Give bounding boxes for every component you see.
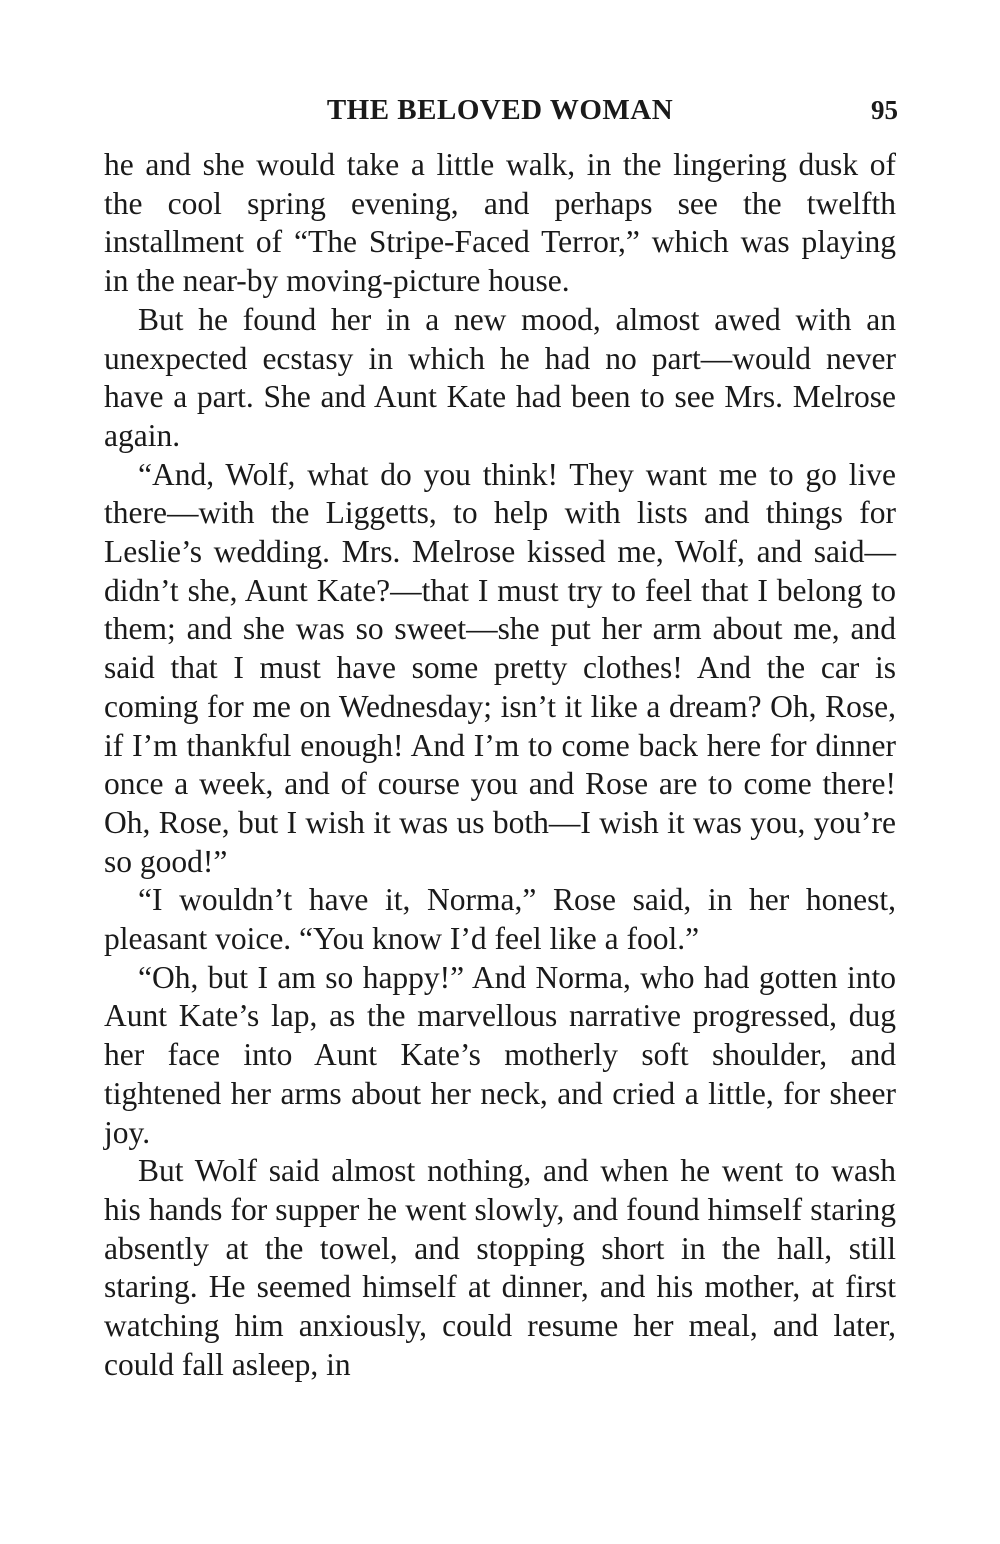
book-page [104,88,896,1385]
paragraph: “And, Wolf, what do you think! They want me to go live there—with the Liggetts, to help with lists and things for Leslie’s wedding. Mrs. Melrose kissed me, Wolf, and said—didn’t she, Aunt Kate?—that I must try to feel that I belong to them; and she was so sweet—she put her arm about me, and said that I must have some pretty clothes! And the car is coming for me on Wednesday; isn’t it like a dream? Oh, Rose, if I’m thankful enough! And I’m to come back here for dinner once a week, and of course you and Rose are to come there! Oh, Rose, but I wish it was us both—I wish it was you, you’re so good!” [104,456,896,879]
body-text [104,146,896,1385]
paragraph-continued: he and she would take a little walk, in the lingering dusk of the cool spring evening, and perhaps see the twelfth installment of “The Stripe-Faced Terror,” which was playing in the near-by moving-picture house. [104,147,896,299]
book-title: THE BELOVED WOMAN [326,94,674,126]
paragraph: “Oh, but I am so happy!” And Norma, who had gotten into Aunt Kate’s lap, as the marvellous narrative progressed, dug her face into Aunt Kate’s motherly soft shoulder, and tightened her arms about her neck, and cried a little, for sheer joy. [104,959,896,1150]
running-head [104,88,896,132]
paragraph: But he found her in a new mood, almost awed with an unexpected ecstasy in which he had no part—would never have a part. She and Aunt Kate had been to see Mrs. Melrose again. [104,301,896,453]
paragraph: But Wolf said almost nothing, and when he went to wash his hands for supper he went slowly, and found himself staring absently at the towel, and stopping short in the hall, still staring. He seemed himself at dinner, and his mother, at first watching him anxiously, could resume her meal, and later, could fall asleep, in [104,1153,896,1382]
paragraph: “I wouldn’t have it, Norma,” Rose said, in her honest, pleasant voice. “You know I’d feel like a fool.” [104,882,896,957]
page-number: 95 [871,95,898,125]
